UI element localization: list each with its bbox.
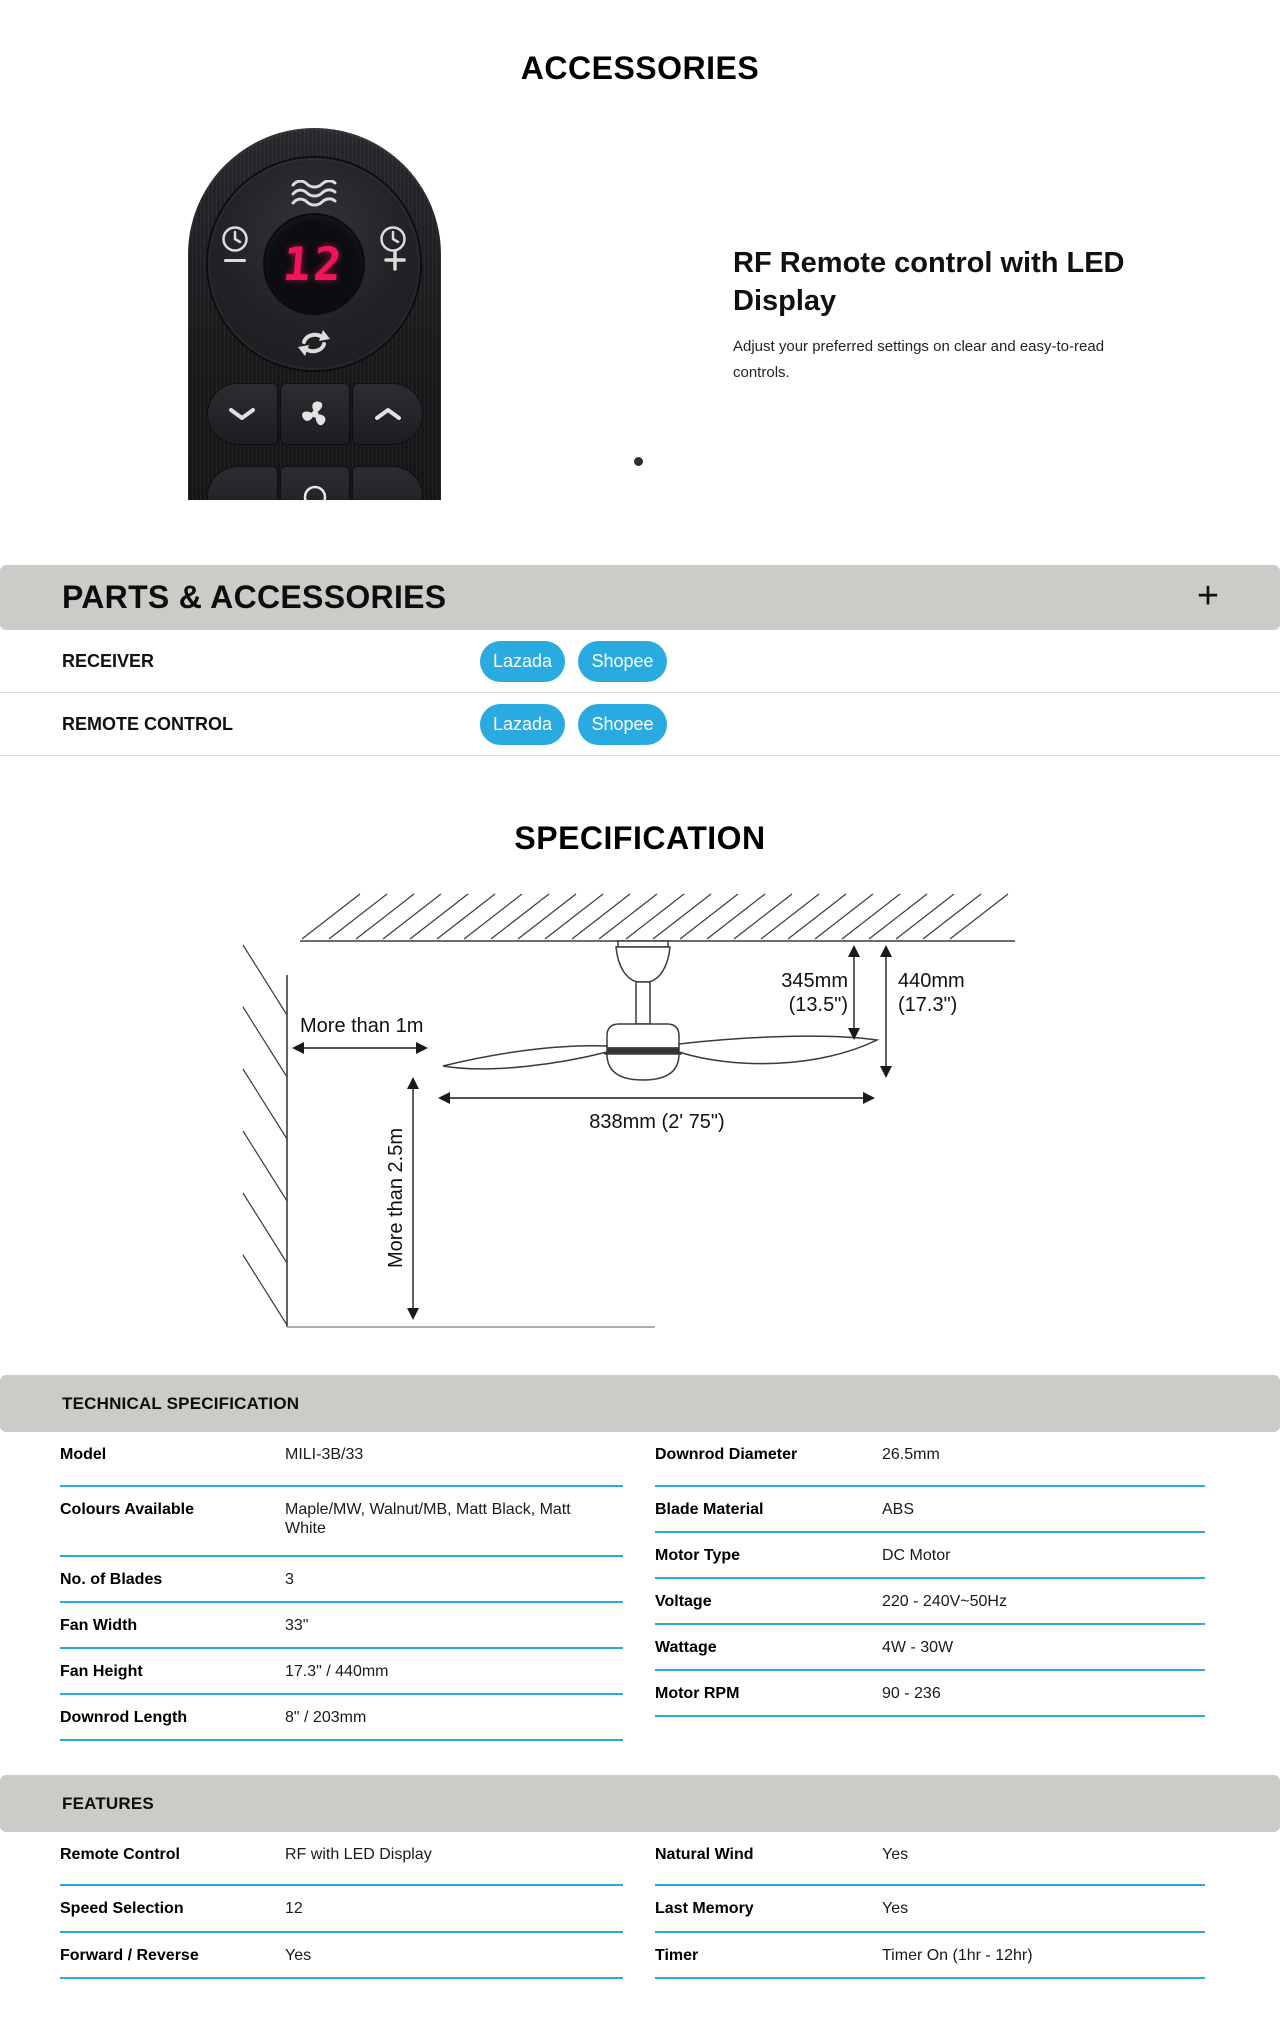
blade-sweep-label: 838mm (2' 75") bbox=[589, 1111, 725, 1133]
table-row bbox=[60, 1557, 623, 1603]
spec-value: 4W - 30W bbox=[882, 1639, 954, 1656]
spec-label: Voltage bbox=[655, 1593, 712, 1610]
spec-value: Yes bbox=[285, 1947, 312, 1964]
chevron-up-icon bbox=[374, 407, 402, 421]
features-bar bbox=[0, 1775, 1280, 1832]
timer-minus-icon bbox=[224, 259, 246, 262]
spec-value: Timer On (1hr - 12hr) bbox=[882, 1947, 1033, 1964]
parts-rows bbox=[0, 630, 1280, 756]
parts-accessories-title: PARTS & ACCESSORIES bbox=[62, 579, 447, 615]
spec-label: Blade Material bbox=[655, 1501, 764, 1518]
spec-value: 26.5mm bbox=[882, 1446, 940, 1463]
table-row bbox=[60, 1933, 623, 1979]
table-row bbox=[60, 1886, 623, 1933]
spec-label: No. of Blades bbox=[60, 1571, 163, 1588]
spec-value: Yes bbox=[882, 1846, 909, 1863]
spec-label: Timer bbox=[655, 1947, 699, 1964]
spec-value: MILI-3B/33 bbox=[285, 1446, 364, 1463]
lazada-button[interactable]: Lazada bbox=[480, 641, 565, 682]
table-row bbox=[60, 1432, 623, 1487]
table-row bbox=[655, 1671, 1205, 1717]
spec-label: Motor Type bbox=[655, 1547, 741, 1564]
slide-heading: RF Remote control with LED Display bbox=[733, 247, 1125, 317]
expand-plus-button[interactable]: + bbox=[1196, 575, 1220, 617]
spec-label: Remote Control bbox=[60, 1846, 180, 1863]
spec-value: DC Motor bbox=[882, 1547, 951, 1564]
spec-label: Forward / Reverse bbox=[60, 1947, 199, 1964]
spec-label: Downrod Diameter bbox=[655, 1446, 798, 1463]
table-row bbox=[60, 1649, 623, 1695]
spec-label: Speed Selection bbox=[60, 1900, 184, 1917]
spec-label: Motor RPM bbox=[655, 1685, 740, 1702]
slide-description: Adjust your preferred settings on clear and easy-to-read controls. bbox=[733, 338, 1105, 381]
spec-label: Fan Width bbox=[60, 1617, 138, 1634]
tech-spec-table-left bbox=[60, 1432, 623, 1741]
spec-value: 8" / 203mm bbox=[285, 1709, 367, 1726]
table-row bbox=[655, 1832, 1205, 1886]
spec-value: 17.3" / 440mm bbox=[285, 1663, 389, 1680]
remote-blank-button-right bbox=[352, 466, 423, 500]
table-row bbox=[655, 1579, 1205, 1625]
timer-down-clock-icon bbox=[220, 224, 250, 259]
features-title: FEATURES bbox=[62, 1793, 154, 1813]
spec-value: RF with LED Display bbox=[285, 1846, 432, 1863]
table-row bbox=[60, 1603, 623, 1649]
spec-label: Model bbox=[60, 1446, 107, 1463]
shopee-button[interactable]: Shopee bbox=[578, 704, 667, 745]
spec-value: 3 bbox=[285, 1571, 294, 1588]
spec-value: 220 - 240V~50Hz bbox=[882, 1593, 1007, 1610]
table-row bbox=[655, 1432, 1205, 1487]
remote-lower-buttons bbox=[207, 466, 423, 500]
spec-value: Maple/MW, Walnut/MB, Matt Black, Matt White bbox=[285, 1501, 571, 1537]
spec-label: Downrod Length bbox=[60, 1709, 188, 1726]
remote-blank-button-left bbox=[207, 466, 278, 500]
spec-label: Last Memory bbox=[655, 1900, 754, 1917]
spec-value: 33" bbox=[285, 1617, 309, 1634]
spec-value: 90 - 236 bbox=[882, 1685, 941, 1702]
tech-spec-table-right bbox=[655, 1432, 1205, 1717]
carousel-dot[interactable] bbox=[634, 457, 643, 466]
shopee-button[interactable]: Shopee bbox=[578, 641, 667, 682]
downrod-height-in-label: (13.5") bbox=[788, 994, 848, 1016]
spec-value: Yes bbox=[882, 1900, 909, 1917]
chevron-down-icon bbox=[228, 407, 256, 421]
remote-body bbox=[188, 128, 441, 500]
slide-text-block bbox=[733, 244, 1183, 386]
remote-speed-buttons bbox=[207, 383, 423, 445]
circle-icon bbox=[302, 484, 328, 500]
spec-label: Colours Available bbox=[60, 1501, 194, 1518]
spec-value: ABS bbox=[882, 1501, 915, 1518]
parts-accessories-bar bbox=[0, 565, 1280, 630]
natural-wind-icon bbox=[291, 180, 337, 215]
forward-reverse-icon bbox=[295, 328, 333, 363]
table-row bbox=[655, 1886, 1205, 1933]
parts-row-receiver bbox=[0, 630, 1280, 693]
remote-product-image bbox=[188, 128, 441, 500]
spec-label: Wattage bbox=[655, 1639, 717, 1656]
timer-plus-icon bbox=[383, 248, 407, 277]
part-name: REMOTE CONTROL bbox=[62, 714, 233, 734]
total-height-mm-label: 440mm bbox=[898, 970, 965, 992]
led-speed-value: 12 bbox=[280, 237, 348, 291]
spec-value: 12 bbox=[285, 1900, 303, 1917]
technical-specification-bar bbox=[0, 1375, 1280, 1432]
downrod-height-mm-label: 345mm bbox=[781, 970, 848, 992]
lazada-button[interactable]: Lazada bbox=[480, 704, 565, 745]
wall-clearance-label: More than 1m bbox=[300, 1015, 424, 1037]
table-row bbox=[60, 1832, 623, 1886]
fan-on-button bbox=[280, 383, 351, 445]
part-name: RECEIVER bbox=[62, 651, 155, 671]
total-height-in-label: (17.3") bbox=[898, 994, 958, 1016]
installation-diagram bbox=[230, 880, 1060, 1340]
ceiling-hatch bbox=[302, 894, 1008, 939]
table-row bbox=[655, 1933, 1205, 1979]
spec-label: Fan Height bbox=[60, 1663, 143, 1680]
speed-down-button bbox=[207, 383, 278, 445]
table-row bbox=[655, 1533, 1205, 1579]
table-row bbox=[655, 1487, 1205, 1533]
remote-control-pad bbox=[208, 158, 420, 370]
accessories-heading: ACCESSORIES bbox=[520, 50, 760, 86]
features-table-left bbox=[60, 1832, 623, 1979]
fan-icon bbox=[299, 398, 331, 430]
table-row bbox=[655, 1625, 1205, 1671]
spec-label: Natural Wind bbox=[655, 1846, 754, 1863]
table-row bbox=[60, 1487, 623, 1557]
table-row bbox=[60, 1695, 623, 1741]
led-display bbox=[265, 215, 363, 313]
specification-heading: SPECIFICATION bbox=[514, 820, 766, 856]
light-button bbox=[280, 466, 351, 500]
features-table-right bbox=[655, 1832, 1205, 1979]
parts-row-remote-control bbox=[0, 693, 1280, 756]
floor-clearance-label: More than 2.5m bbox=[385, 1127, 407, 1269]
wall-hatch bbox=[243, 945, 287, 1325]
technical-specification-title: TECHNICAL SPECIFICATION bbox=[62, 1393, 300, 1413]
speed-up-button bbox=[352, 383, 423, 445]
